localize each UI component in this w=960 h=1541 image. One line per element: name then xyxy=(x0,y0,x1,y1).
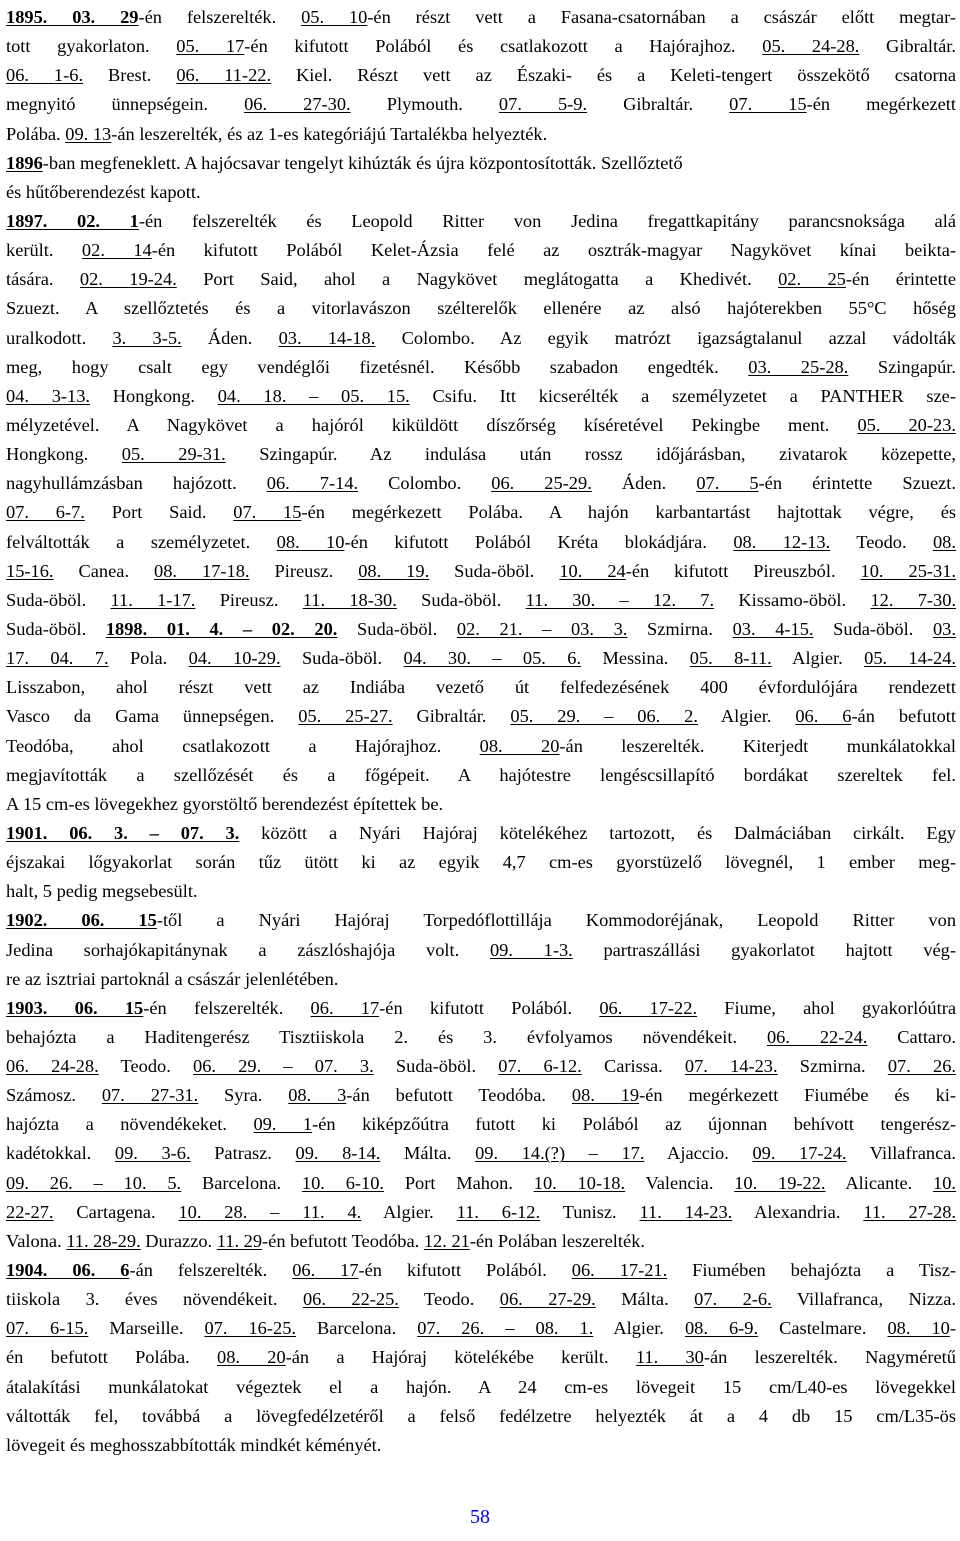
date-reference: 07. 27-31. xyxy=(101,1085,199,1106)
text-segment: Villafranca, Nizza. xyxy=(771,1289,956,1310)
text-segment: tott gyakorlaton. xyxy=(6,36,177,57)
text-segment: Gibraltár. xyxy=(392,706,511,727)
date-reference: 10. 24 xyxy=(559,560,626,581)
text-line xyxy=(6,1023,956,1052)
text-segment: -én kifutott Polából. xyxy=(358,1260,572,1281)
date-reference: 07. 16-25. xyxy=(204,1318,296,1339)
text-line xyxy=(6,906,956,935)
date-reference: 06. 22-24. xyxy=(766,1026,868,1047)
text-segment: Jedina sorhajókapitánynak a zászlóshajója volt. xyxy=(6,939,490,960)
text-line xyxy=(6,207,956,236)
date-reference: 03. 25-28. xyxy=(748,356,849,377)
date-reference: 05. 8-11. xyxy=(689,648,772,669)
text-segment: Port Said, ahol a Nagykövet meglátogatta a Khedivét. xyxy=(176,269,779,290)
date-reference: 07. 2-6. xyxy=(694,1289,772,1310)
date-reference: 06. 17 xyxy=(310,997,380,1018)
date-reference: 11. 30 xyxy=(635,1347,704,1368)
text-segment: Csifu. Itt kicserélték a személyzetet a PANTHER sze- xyxy=(409,385,956,406)
text-segment: -én részt vett a Fasana-csatornában a császár előtt megtar- xyxy=(367,7,956,27)
date-reference: 1902. 06. 15 xyxy=(6,910,157,931)
date-reference: 06. 17-22. xyxy=(599,997,698,1018)
text-line xyxy=(6,440,956,469)
date-reference: 06. 1-6. xyxy=(6,65,84,86)
date-reference: 22-27. xyxy=(6,1201,54,1222)
text-segment: -án leszerelték. Nagyméretű xyxy=(703,1347,956,1368)
text-segment: tiiskola 3. éves növendékeit. xyxy=(6,1289,303,1310)
text-segment: Colombo. Az egyik matrózt igazságtalanul azzal vádolták xyxy=(375,327,956,348)
text-segment: -én felszerelték. xyxy=(138,7,302,27)
text-segment: -én kifutott Pireuszból. xyxy=(625,560,861,581)
date-reference: 06. 17-21. xyxy=(571,1260,668,1281)
text-segment: Gibraltár. xyxy=(859,36,956,57)
text-line xyxy=(6,994,956,1023)
text-segment: Alexandria. xyxy=(732,1201,864,1222)
date-reference: 05. 17 xyxy=(176,36,245,57)
text-segment: Carissa. xyxy=(581,1056,685,1077)
text-segment: partraszállási gyakorlatot hajtott vég- xyxy=(572,939,956,960)
text-segment: tására. xyxy=(6,269,80,290)
date-reference: 07. 6-12. xyxy=(498,1056,582,1077)
text-segment: Port Said. xyxy=(84,502,234,523)
text-segment: -án leszerelték, és az 1-es kategóriájú Tartalékba helyezték. xyxy=(111,123,548,144)
text-line xyxy=(6,1373,956,1402)
text-segment: uralkodott. xyxy=(6,327,113,348)
text-line xyxy=(6,324,956,353)
text-segment: Szuezt. A szellőztetés és a vitorlavászon szélterelők ellenére az alsó hajóterekben 55°C hőség xyxy=(6,298,956,319)
text-segment: -től a Nyári Hajóraj Torpedóflottillája Kommodoréjának, Leopold Ritter von xyxy=(156,910,957,931)
text-line xyxy=(6,1227,956,1256)
text-line xyxy=(6,1139,956,1168)
text-line xyxy=(6,936,956,965)
date-reference: 1903. 06. 15 xyxy=(6,997,144,1018)
text-segment: -én megérkezett Fiumébe és ki- xyxy=(639,1085,956,1106)
text-line xyxy=(6,732,956,761)
date-reference: 08. 17-18. xyxy=(154,560,250,581)
text-segment: Patrasz. xyxy=(190,1143,296,1164)
text-line xyxy=(6,819,956,848)
date-reference: 11. 28-29. xyxy=(66,1230,141,1251)
text-segment: én befutott Polába. xyxy=(6,1347,217,1368)
date-reference: 06. 6 xyxy=(795,706,852,727)
text-segment: Alicante. xyxy=(825,1172,934,1193)
date-reference: 07. 26. – 08. 1. xyxy=(417,1318,594,1339)
date-reference: 05. 29-31. xyxy=(121,444,226,465)
text-segment: Kissamo-öböl. xyxy=(714,589,871,610)
text-segment: Hongkong. xyxy=(90,385,218,406)
date-reference: 1898. 01. 4. – 02. 20. xyxy=(105,618,338,639)
date-reference: 09. 14.(?) – 17. xyxy=(475,1143,645,1164)
date-reference: 06. 22-25. xyxy=(302,1289,399,1310)
text-line xyxy=(6,120,956,149)
text-segment: Colombo. xyxy=(358,473,492,494)
date-reference: 08. 20 xyxy=(217,1347,286,1368)
text-segment: kadétokkal. xyxy=(6,1143,115,1164)
text-segment: között a Nyári Hajóraj kötelékéhez tartozott, és Dalmáciában cirkált. Egy xyxy=(239,822,957,843)
text-segment: Syra. xyxy=(198,1085,289,1106)
text-line xyxy=(6,1402,956,1431)
text-line xyxy=(6,1314,956,1343)
date-reference: 08. 10 xyxy=(887,1318,950,1339)
text-segment: -én kifutott Polából és csatlakozott a Hajórajhoz. xyxy=(244,36,763,57)
text-segment: behajózta a Haditengerész Tisztiiskola 2. és 3. évfolyamos növendékeit. xyxy=(6,1026,767,1047)
date-reference: 10. 25-31. xyxy=(860,560,957,581)
text-segment: Suda-öböl. xyxy=(429,560,560,581)
date-reference: 08. 12-13. xyxy=(733,531,831,552)
text-line xyxy=(6,673,956,702)
date-reference: 12. 21 xyxy=(423,1230,470,1251)
date-reference: 1904. 06. 6 xyxy=(6,1260,130,1281)
text-segment: -én Polában leszerelték. xyxy=(469,1230,645,1251)
text-segment: Ajaccio. xyxy=(644,1143,753,1164)
text-segment: Teodo. xyxy=(830,531,933,552)
text-line xyxy=(6,294,956,323)
date-reference: 11. 30. – 12. 7. xyxy=(525,589,715,610)
text-segment: -án felszerelték. xyxy=(129,1260,293,1281)
text-line xyxy=(6,265,956,294)
text-segment: Áden. xyxy=(591,473,697,494)
text-line xyxy=(6,1431,956,1460)
date-reference: 10. 19-22. xyxy=(734,1172,826,1193)
text-segment: Pireusz. xyxy=(195,589,303,610)
text-segment: Málta. xyxy=(595,1289,695,1310)
text-segment: Suda-öböl. xyxy=(6,589,111,610)
date-reference: 04. 30. – 05. 6. xyxy=(403,648,582,669)
text-segment: Szmirna. xyxy=(627,618,733,639)
text-segment: Algier. xyxy=(361,1201,457,1222)
date-reference: 10. 10-18. xyxy=(533,1172,626,1193)
text-line xyxy=(6,469,956,498)
date-reference: 08. 19 xyxy=(571,1085,640,1106)
text-segment: -én befutott Teodóba. xyxy=(262,1230,424,1251)
date-reference: 10. xyxy=(933,1172,957,1193)
date-reference: 1897. 02. 1 xyxy=(6,210,139,231)
text-segment: Valona. xyxy=(6,1230,67,1251)
text-segment: megjavították a szellőzését és a főgépeit. A hajótestre lengéscsillapító bordákat szereltek fel. xyxy=(6,764,956,785)
date-reference: 06. 27-29. xyxy=(499,1289,596,1310)
text-segment: -én érintette xyxy=(845,269,957,290)
text-line xyxy=(6,149,956,178)
text-segment: Algier. xyxy=(771,648,865,669)
date-reference: 08. 3 xyxy=(288,1085,347,1106)
date-reference: 1896 xyxy=(6,152,43,173)
date-reference: 09. 3-6. xyxy=(114,1143,191,1164)
text-segment: Szingapúr. xyxy=(848,356,956,377)
date-reference: 02. 21. – 03. 3. xyxy=(456,618,628,639)
text-segment: Málta. xyxy=(380,1143,476,1164)
text-segment: -én kiképzőútra futott ki Polából az újonnan behívott tengerész- xyxy=(312,1114,956,1135)
text-segment: hajózta a növendékeket. xyxy=(6,1114,254,1135)
date-reference: 07. 5 xyxy=(696,473,759,494)
date-reference: 11. 14-23. xyxy=(639,1201,733,1222)
text-line xyxy=(6,848,956,877)
date-reference: 07. 15 xyxy=(729,94,807,115)
date-reference: 06. 25-29. xyxy=(491,473,592,494)
text-segment: Gibraltár. xyxy=(587,94,730,115)
text-segment: Suda-öböl. xyxy=(6,618,106,639)
text-segment: Suda-öböl. xyxy=(396,589,526,610)
date-reference: 09. 26. – 10. 5. xyxy=(6,1172,182,1193)
text-segment: Canea. xyxy=(53,560,155,581)
text-segment: - xyxy=(949,1318,957,1339)
date-reference: 05. 25-27. xyxy=(298,706,393,727)
date-reference: 04. 18. – 05. 15. xyxy=(217,385,410,406)
text-segment: Számosz. xyxy=(6,1085,102,1106)
text-segment: került. xyxy=(6,240,82,261)
text-segment: Teodóba, ahol csatlakozott a Hajórajhoz. xyxy=(6,735,480,756)
date-reference: 09. 1-3. xyxy=(489,939,573,960)
date-reference: 1895. 03. 29 xyxy=(6,7,139,27)
text-segment: Castelmare. xyxy=(758,1318,888,1339)
date-reference: 11. 29 xyxy=(216,1230,263,1251)
date-reference: 08. 20 xyxy=(479,735,560,756)
text-segment: Suda-öböl. xyxy=(373,1056,499,1077)
date-reference: 09. 8-14. xyxy=(295,1143,381,1164)
text-segment: Villafranca. xyxy=(846,1143,956,1164)
date-reference: 15-16. xyxy=(6,560,54,581)
text-segment: Tunisz. xyxy=(540,1201,640,1222)
text-segment: Kiel. Részt vett az Északi- és a Keleti-tengert összekötő csatorna xyxy=(271,65,957,86)
date-reference: 07. 26. xyxy=(887,1056,957,1077)
date-reference: 03. 14-18. xyxy=(278,327,376,348)
text-line xyxy=(6,498,956,527)
text-segment: -án befutott xyxy=(851,706,957,727)
text-line xyxy=(6,528,956,557)
date-reference: 04. 3-13. xyxy=(6,385,91,406)
date-reference: 05. 10 xyxy=(301,7,368,27)
text-segment: Áden. xyxy=(181,327,279,348)
date-reference: 3. 3-5. xyxy=(112,327,182,348)
text-segment: Barcelona. xyxy=(296,1318,418,1339)
date-reference: 03. 4-15. xyxy=(732,618,814,639)
date-reference: 1901. 06. 3. – 07. 3. xyxy=(6,822,240,843)
text-segment: Pireusz. xyxy=(249,560,359,581)
text-segment: A 15 cm-es lövegekhez gyorstöltő berendezést építettek be. xyxy=(6,793,444,814)
date-reference: 11. 27-28. xyxy=(863,1201,957,1222)
date-reference: 07. 6-7. xyxy=(6,502,85,523)
text-segment: Szmirna. xyxy=(777,1056,888,1077)
text-segment: -én kifutott Polából. xyxy=(379,997,600,1018)
date-reference: 06. 7-14. xyxy=(266,473,359,494)
date-reference: 02. 14 xyxy=(81,240,152,261)
date-reference: 09. 17-24. xyxy=(752,1143,847,1164)
text-line xyxy=(6,1110,956,1139)
text-segment: Cartagena. xyxy=(53,1201,179,1222)
text-segment: -én megérkezett xyxy=(806,94,957,115)
date-reference: 08. 6-9. xyxy=(684,1318,759,1339)
date-reference: 08. 10 xyxy=(276,531,345,552)
date-reference: 11. 1-17. xyxy=(110,589,196,610)
text-segment: -én érintette Szuezt. xyxy=(758,473,956,494)
date-reference: 17. 04. 7. xyxy=(6,648,109,669)
text-segment: -én megérkezett Polába. A hajón karbantartást hajtottak végre, és xyxy=(301,502,957,523)
text-line xyxy=(6,761,956,790)
date-reference: 06. 17 xyxy=(292,1260,359,1281)
text-segment: Teodo. xyxy=(98,1056,194,1077)
date-reference: 07. 5-9. xyxy=(498,94,588,115)
date-reference: 03. xyxy=(932,618,956,639)
date-reference: 06. 11-22. xyxy=(176,65,272,86)
date-reference: 09. 1 xyxy=(253,1114,313,1135)
text-segment: Suda-öböl. xyxy=(337,618,457,639)
text-segment: lövegeit és meghosszabbították mindkét kéményét. xyxy=(6,1434,382,1455)
text-segment: Cattaro. xyxy=(867,1026,957,1047)
text-segment: Plymouth. xyxy=(350,94,499,115)
date-reference: 05. 29. – 06. 2. xyxy=(510,706,698,727)
text-line xyxy=(6,1169,956,1198)
text-segment: Messina. xyxy=(581,648,690,669)
date-reference: 05. 14-24. xyxy=(864,648,957,669)
text-segment: Marseille. xyxy=(88,1318,205,1339)
text-line xyxy=(6,236,956,265)
text-segment: -én felszerelték. xyxy=(143,997,311,1018)
date-reference: 05. 24-28. xyxy=(762,36,860,57)
text-line xyxy=(6,411,956,440)
text-line xyxy=(6,586,956,615)
text-segment: -án befutott Teodóba. xyxy=(346,1085,572,1106)
text-segment: -ban megfeneklett. A hajócsavar tengelyt kihúzták és újra központosították. Szellőztető xyxy=(42,152,683,173)
text-segment: felváltották a személyzetet. xyxy=(6,531,277,552)
text-segment: Teodo. xyxy=(398,1289,500,1310)
date-reference: 05. 20-23. xyxy=(857,414,956,435)
text-segment: Valencia. xyxy=(625,1172,735,1193)
text-segment: Suda-öböl. xyxy=(813,618,933,639)
text-line xyxy=(6,1198,956,1227)
text-line xyxy=(6,3,956,32)
text-line xyxy=(6,382,956,411)
date-reference: 07. 15 xyxy=(233,502,302,523)
text-segment: nagyhullámzásban hajózott. xyxy=(6,473,267,494)
date-reference: 06. 24-28. xyxy=(6,1056,99,1077)
text-segment: -án a Hajóraj kötelékébe került. xyxy=(285,1347,636,1368)
text-line xyxy=(6,1285,956,1314)
text-line xyxy=(6,90,956,119)
text-segment: váltották fel, továbbá a lövegfedélzetéről a felső fedélzetre helyezték át a 4 db 15 cm/L35-ös xyxy=(6,1405,956,1426)
date-reference: 11. 18-30. xyxy=(302,589,397,610)
text-segment: Hongkong. xyxy=(6,444,122,465)
text-segment: halt, 5 pedig megsebesült. xyxy=(6,881,198,902)
text-segment: megnyitó ünnepségein. xyxy=(6,94,245,115)
text-line xyxy=(6,557,956,586)
date-reference: 12. 7-30. xyxy=(870,589,957,610)
date-reference: 04. 10-29. xyxy=(188,648,281,669)
date-reference: 07. 14-23. xyxy=(684,1056,778,1077)
date-reference: 06. 27-30. xyxy=(244,94,351,115)
date-reference: 07. 6-15. xyxy=(6,1318,89,1339)
text-line xyxy=(6,790,956,819)
date-reference: 02. 19-24. xyxy=(79,269,177,290)
text-segment: Fiumében behajózta a Tisz- xyxy=(667,1260,956,1281)
text-segment: Brest. xyxy=(83,65,177,86)
text-segment: Durazzo. xyxy=(140,1230,217,1251)
text-segment: Barcelona. xyxy=(181,1172,302,1193)
body-text xyxy=(6,3,956,1460)
text-segment: Algier. xyxy=(697,706,796,727)
date-reference: 02. 25 xyxy=(778,269,846,290)
text-segment: re az isztriai partoknál a császár jelenlétében. xyxy=(6,968,339,989)
text-segment: Pola. xyxy=(108,648,189,669)
text-segment: -én kifutott Polából Kelet-Ázsia felé az osztrák-magyar Nagykövet kínai beikta- xyxy=(151,240,956,261)
text-segment: mélyzetével. A Nagykövet a hajóról kiküldött díszőrség kíséretével Pekingbe ment. xyxy=(6,414,858,435)
date-reference: 10. 6-10. xyxy=(301,1172,385,1193)
text-line xyxy=(6,965,956,994)
text-segment: Lisszabon, ahol részt vett az Indiába vezető út felfedezésének 400 évfordulójára rendezett xyxy=(6,677,956,698)
text-line xyxy=(6,1081,956,1110)
text-segment: Polába. xyxy=(6,123,66,144)
date-reference: 06. 29. – 07. 3. xyxy=(193,1056,374,1077)
text-segment: Fiume, ahol gyakorlóútra xyxy=(697,997,956,1018)
text-segment: átalakítási munkálatokat végeztek el a hajón. A 24 cm-es lövegeit 15 cm/L40-es lövegekkel xyxy=(6,1376,956,1397)
text-segment: -én felszerelték és Leopold Ritter von Jedina fregattkapitány parancsnoksága alá xyxy=(138,210,956,231)
text-segment: -án leszerelték. Kiterjedt munkálatokkal xyxy=(559,735,956,756)
text-line xyxy=(6,353,956,382)
text-segment: meg, hogy csalt egy vendéglői fizetésnél. Később szabadon engedték. xyxy=(6,356,749,377)
text-segment: Algier. xyxy=(593,1318,685,1339)
text-line xyxy=(6,1052,956,1081)
text-segment: és hűtőberendezést kapott. xyxy=(6,181,201,202)
text-line xyxy=(6,61,956,90)
text-line xyxy=(6,178,956,207)
text-line xyxy=(6,702,956,731)
text-line xyxy=(6,32,956,61)
date-reference: 11. 6-12. xyxy=(456,1201,541,1222)
text-segment: Vasco da Gama ünnepségen. xyxy=(6,706,299,727)
page-number: 58 xyxy=(470,1506,490,1528)
text-line xyxy=(6,877,956,906)
text-segment: Suda-öböl. xyxy=(280,648,404,669)
text-line xyxy=(6,1256,956,1285)
date-reference: 08. 19. xyxy=(358,560,430,581)
text-line xyxy=(6,1343,956,1372)
date-reference: 08. xyxy=(932,531,956,552)
text-line xyxy=(6,644,956,673)
date-reference: 10. 28. – 11. 4. xyxy=(178,1201,362,1222)
text-line xyxy=(6,615,956,644)
text-segment: éjszakai lőgyakorlat során tűz ütött ki az egyik 4,7 cm-es gyorstüzelő lövegnél, 1 ember meg- xyxy=(6,852,956,873)
text-segment: Port Mahon. xyxy=(384,1172,534,1193)
date-reference: 09. 13 xyxy=(65,123,112,144)
text-segment: -én kifutott Polából Kréta blokádjára. xyxy=(344,531,734,552)
text-segment: Szingapúr. Az indulása után rossz időjárásban, zivatarok közepette, xyxy=(225,444,956,465)
